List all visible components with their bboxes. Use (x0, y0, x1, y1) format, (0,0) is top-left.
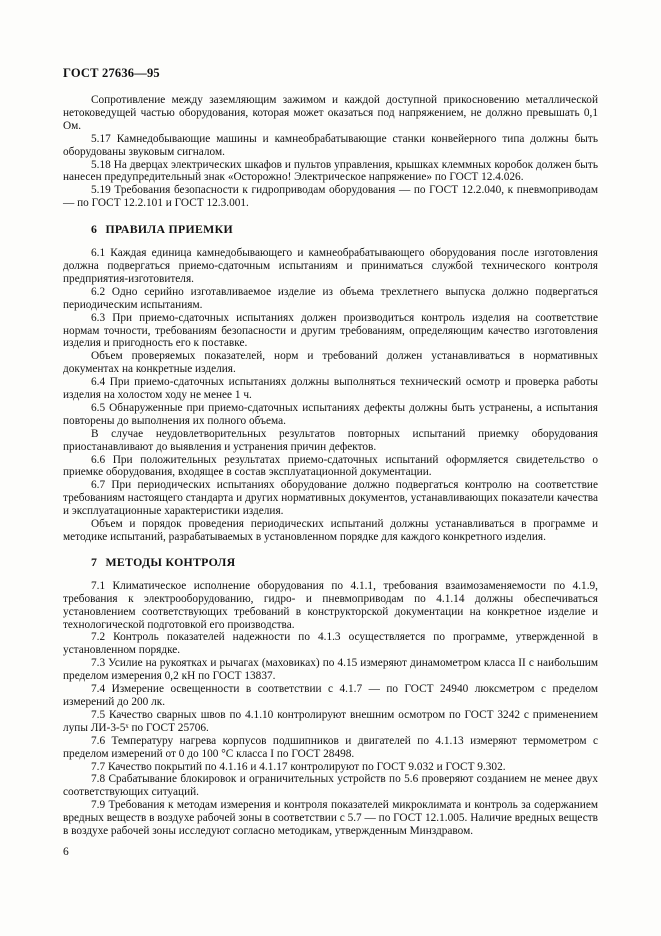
paragraph: 5.19 Требования безопасности к гидроприводам оборудования — по ГОСТ 12.2.040, к пневмоприводам — по ГОСТ 12.2.101 и ГОСТ 12.3.001. (63, 184, 598, 210)
paragraph: Объем проверяемых показателей, норм и требований должен устанавливаться в нормативных документах на конкретные изделия. (63, 350, 598, 376)
paragraph: Сопротивление между заземляющим зажимом и каждой доступной прикосновению металлической нетоковедущей частью оборудования, которая может оказаться под напряжением, не должно превышать 0,1 Ом. (63, 94, 598, 132)
section-number: 6 (91, 222, 98, 237)
paragraph: 7.9 Требования к методам измерения и контроля показателей микроклимата и контроль за содержанием вредных веществ в воздухе рабочей зоны в соответствии с 5.7 — по ГОСТ 12.1.005. Наличие вредных веществ в воздухе рабочей зоны исследуют согласно методикам, утвержденным Минздравом. (63, 799, 598, 838)
page-header: ГОСТ 27636—95 (63, 66, 160, 80)
section-7-heading (63, 556, 598, 569)
section-6-heading (63, 223, 598, 236)
document-body (63, 94, 598, 838)
paragraph: 7.1 Климатическое исполнение оборудования по 4.1.1, требования взаимозаменяемости по 4.1.9, требования к электрооборудованию, гидро- и пневмоприводам по 4.1.14 должны обеспечиваться установлением соответствующих требований в конструкторской документации на конкретное изделие и технологической подготовкой его производства. (63, 579, 598, 631)
paragraph: 6.5 Обнаруженные при приемо-сдаточных испытаниях дефекты должны быть устранены, а испытания повторены до выполнения их полного объема. (63, 401, 598, 427)
section-title: МЕТОДЫ КОНТРОЛЯ (105, 554, 236, 569)
paragraph: В случае неудовлетворительных результатов повторных испытаний приемку оборудования приостанавливают до выявления и устранения причин дефектов. (63, 427, 598, 453)
paragraph: 6.4 При приемо-сдаточных испытаниях должны выполняться технический осмотр и проверка работы изделия на холостом ходу не менее 1 ч. (63, 376, 598, 402)
paragraph: 7.2 Контроль показателей надежности по 4.1.3 осуществляется по программе, утвержденной в установленном порядке. (63, 631, 598, 657)
section-title: ПРАВИЛА ПРИЕМКИ (105, 222, 233, 237)
paragraph: 7.7 Качество покрытий по 4.1.16 и 4.1.17 контролируют по ГОСТ 9.032 и ГОСТ 9.302. (91, 760, 506, 773)
paragraph: 7.4 Измерение освещенности в соответствии с 4.1.7 — по ГОСТ 24940 люксметром с пределом измерений до 200 лк. (63, 683, 598, 708)
paragraph: 6.7 При периодических испытаниях оборудование должно подвергаться контролю на соответствие требованиям настоящего стандарта и других нормативных документов, устанавливающих показатели качества и эксплуатационные характеристики изделия. (63, 479, 598, 518)
paragraph: 5.18 На дверцах электрических шкафов и пультов управления, крышках клеммных коробок должен быть нанесен предупредительный знак «Осторожно! Электрическое напряжение» по ГОСТ 12.4.026. (63, 158, 598, 184)
paragraph: 6.6 При положительных результатах приемо-сдаточных испытаний оформляется свидетельство о приемке оборудования, входящее в состав эксплуатационной документации. (63, 453, 598, 479)
paragraph: 7.8 Срабатывание блокировок и ограничительных устройств по 5.6 проверяют созданием не менее двух соответствующих ситуаций. (63, 773, 598, 799)
paragraph: 6.2 Одно серийно изготавливаемое изделие из объема трехлетнего выпуска должно подвергаться периодическим испытаниям. (63, 285, 598, 311)
paragraph: 7.5 Качество сварных швов по 4.1.10 контролируют внешним осмотром по ГОСТ 3242 с применением лупы ЛИ-3-5ˣ по ГОСТ 25706. (63, 708, 598, 734)
paragraph: 5.17 Камнедобывающие машины и камнеобрабатывающие станки конвейерного типа должны быть оборудованы звуковым сигналом. (63, 132, 598, 158)
paragraph: 7.6 Температуру нагрева корпусов подшипников и двигателей по 4.1.13 измеряют термометром с пределом измерений от 0 до 100 °С класса I по ГОСТ 28498. (63, 734, 598, 760)
paragraph: 6.3 При приемо-сдаточных испытаниях должен производиться контроль изделия на соответствие нормам точности, требованиям безопасности и другим требованиям, определяющим качество изготовления изделия и пригодность его к поставке. (63, 311, 598, 350)
paragraph: 6.1 Каждая единица камнедобывающего и камнеобрабатывающего оборудования после изготовления должна подвергаться приемо-сдаточным испытаниям и приниматься службой технического контроля предприятия-изготовителя. (63, 247, 598, 285)
page-number: 6 (63, 846, 69, 858)
paragraph: Объем и порядок проведения периодических испытаний должны устанавливаться в программе и методике испытаний, разрабатываемых в установленном порядке для каждого конкретного изделия. (63, 518, 598, 543)
section-number: 7 (91, 554, 98, 569)
paragraph: 7.3 Усилие на рукоятках и рычагах (маховиках) по 4.15 измеряют динамометром класса II с наибольшим пределом измерения 0,2 кН по ГОСТ 13837. (63, 657, 598, 683)
